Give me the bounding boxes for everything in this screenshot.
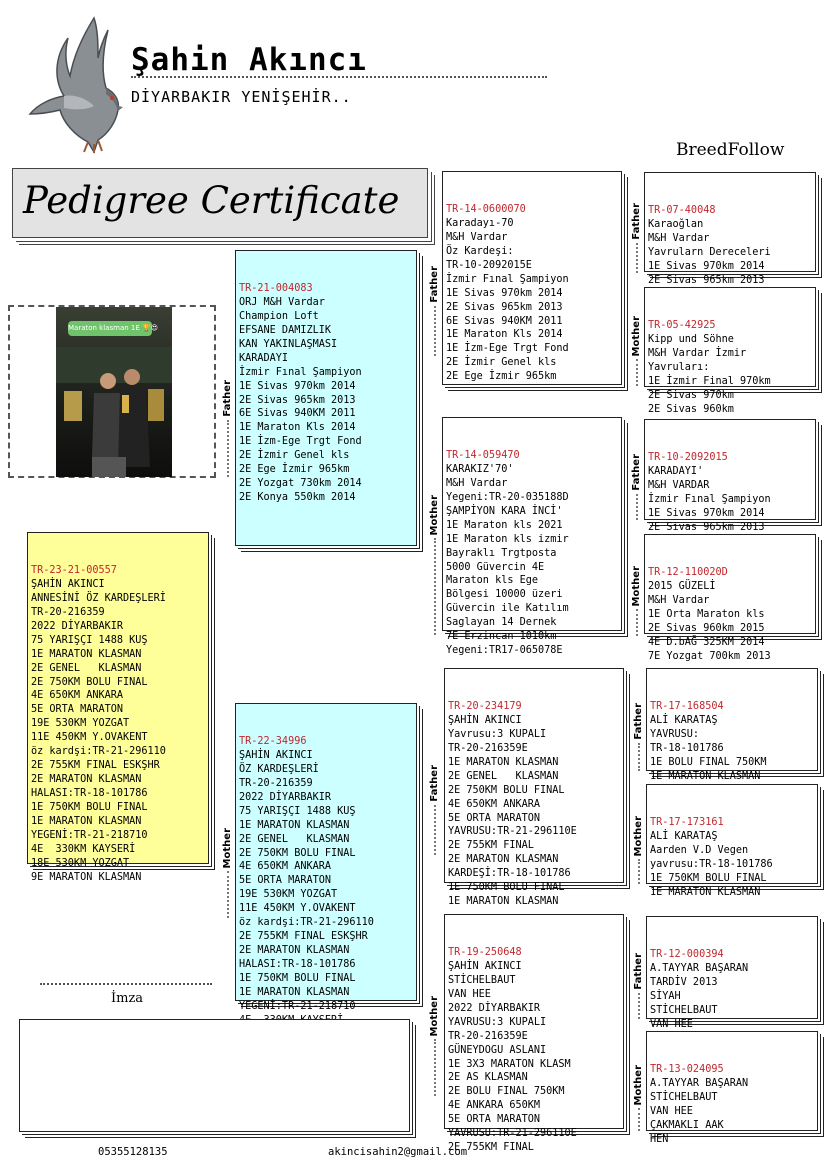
detail-line: VAN HEE (650, 1105, 693, 1117)
detail-line: ÇAKMAKLI AAK (650, 1119, 724, 1131)
detail-line: öz kardşi:TR-21-296110 (31, 746, 166, 758)
phone-number: 05355128135 (98, 1146, 168, 1158)
detail-line: 18E 530KM YOZGAT (31, 857, 130, 869)
detail-line: 2E MARATON KLASMAN (239, 945, 350, 957)
ring-number: TR-13-024095 (650, 1063, 724, 1075)
pigeon-logo-icon (24, 14, 124, 154)
detail-line: VAN HEE (448, 988, 491, 1000)
detail-line: KARDEŞİ:TR-18-101786 (448, 868, 571, 880)
detail-line: 75 YARIŞÇI 1488 KUŞ (239, 805, 356, 817)
detail-line: TR-20-216359E (448, 1030, 528, 1042)
detail-line: 19E 530KM YOZGAT (239, 889, 338, 901)
detail-line: 2E Konya 550km 2014 (239, 492, 356, 504)
email-address: akincisahin2@gmail.com (328, 1146, 468, 1158)
ring-number: TR-07-40048 (648, 204, 716, 216)
detail-line: 1E Sivas 970km 2014 (446, 287, 563, 299)
ring-number: TR-17-168504 (650, 700, 724, 712)
detail-line: 1E 750KM BOLU FINAL (31, 802, 148, 814)
detail-line: Aarden V.D Vegen (650, 844, 749, 856)
detail-line: 2E Ege İzmir 965km (239, 464, 350, 476)
detail-line: KAN YAKINLAŞMASI (239, 338, 338, 350)
detail-line: 9E MARATON KLASMAN (31, 871, 142, 883)
detail-line: SİYAH (650, 990, 681, 1002)
detail-line: ANNESİNİ ÖZ KARDEŞLERİ (31, 592, 166, 604)
detail-line: yavrusu:TR-18-101786 (650, 858, 773, 870)
signature-label: İmza (111, 991, 144, 1006)
ring-number: TR-14-059470 (446, 449, 520, 461)
detail-line: Maraton kls Ege (446, 575, 539, 587)
detail-line: HALASI:TR-18-101786 (31, 788, 148, 800)
detail-line: 1E Maraton Kls 2014 (239, 422, 356, 434)
card-details (239, 749, 416, 1028)
detail-line: Yavruları: (648, 361, 710, 373)
detail-line: 2E 755KM FINAL (448, 1142, 534, 1154)
detail-line: STİCHELBAUT (650, 1091, 718, 1103)
mother-label: Mother (630, 316, 644, 386)
card-details (448, 714, 623, 909)
sire-dam-card (442, 417, 622, 657)
detail-line: 2E Yozgat 730km 2014 (239, 478, 362, 490)
card-details (648, 333, 815, 417)
detail-line: 2022 DİYARBAKIR (31, 620, 124, 632)
ring-number: TR-19-250648 (448, 946, 522, 958)
card-details (448, 960, 623, 1155)
g3-card-7 (646, 916, 818, 1030)
card-details (31, 578, 208, 885)
detail-line: 2E AS KLASMAN (448, 1072, 528, 1084)
detail-line: KARADAYI (239, 352, 289, 364)
detail-line: Yavrularn Dereceleri (648, 246, 771, 258)
detail-line: 4E 650KM ANKARA (448, 798, 541, 810)
detail-line: YEGENİ:TR-21-218710 (31, 830, 148, 842)
g3-card-2 (644, 287, 816, 415)
detail-line: EFSANE DAMIZLIK (239, 324, 332, 336)
detail-line: 2E 755KM FINAL ESKŞHR (31, 760, 160, 772)
detail-line: HEN (650, 1133, 669, 1145)
detail-line: 1E İzm-Ege Trgt Fond (446, 343, 569, 355)
detail-line: 1E MARATON KLASMAN (239, 819, 350, 831)
detail-line: İzmir Fınal Şampiyon (446, 273, 569, 285)
detail-line: 1E BOLU FINAL 750KM (650, 756, 767, 768)
detail-line: İzmir Fınal Şampiyon (648, 493, 771, 505)
sire-sire-card (442, 171, 622, 385)
detail-line: 1E Maraton Kls 2014 (446, 329, 563, 341)
father-label: Father (632, 703, 646, 771)
detail-line: 1E Maraton kls 2021 (446, 519, 563, 531)
card-details (239, 296, 416, 505)
detail-line: 7E Yozgat 700km 2013 (648, 650, 771, 662)
detail-line: KARADAYI' (648, 465, 704, 477)
detail-line: 6E Sivas 940KM 2011 (446, 315, 563, 327)
detail-line: 2E Sivas 965km 2013 (239, 394, 356, 406)
detail-line: 5E ORTA MARATON (448, 1114, 541, 1126)
card-details (650, 1077, 817, 1147)
detail-line: 1E MARATON KLASMAN (31, 648, 142, 660)
subject-pigeon-card (27, 532, 209, 883)
detail-line: 11E 450KM Y.OVAKENT (31, 732, 148, 744)
father-label: Father (221, 380, 235, 477)
card-details (648, 580, 815, 664)
detail-line: 2E Sivas 960km (648, 403, 734, 415)
divider (131, 76, 547, 78)
photo-caption: Maraton klasman 1E 🏆😍 (68, 321, 152, 336)
detail-line: 2E İzmir Genel kls (446, 357, 557, 369)
father-label: Father (632, 953, 646, 1019)
detail-line: 2E GENEL KLASMAN (448, 770, 559, 782)
ring-number: TR-10-2092015 (648, 451, 728, 463)
detail-line: 4E 330KM KAYSERİ (31, 843, 136, 855)
detail-line: Bölgesi 10000 üzeri (446, 589, 563, 601)
ring-number: TR-05-42925 (648, 319, 716, 331)
ring-number: TR-22-34996 (239, 735, 307, 747)
detail-line: 2E MARATON KLASMAN (31, 774, 142, 786)
detail-line: 4E 650KM ANKARA (31, 690, 124, 702)
detail-line: YEGENİ:TR-21-218710 (239, 1001, 356, 1013)
detail-line: Bayraklı Trgtposta (446, 547, 557, 559)
detail-line: 2E Sivas 965km 2013 (648, 521, 765, 533)
detail-line: Öz Kardeşi: (446, 245, 514, 257)
detail-line: 2E GENEL KLASMAN (31, 662, 142, 674)
detail-line: Güvercin ile Katılım (446, 603, 569, 615)
g3-card-4 (644, 534, 816, 662)
detail-line: 1E İzmir Final 970km (648, 375, 771, 387)
detail-line: 1E Sivas 970km 2014 (648, 507, 765, 519)
g3-card-3 (644, 419, 816, 533)
detail-line: ORJ M&H Vardar (239, 296, 325, 308)
owner-city: DİYARBAKIR YENİŞEHİR.. (131, 88, 352, 106)
detail-line: TR-20-216359 (31, 606, 105, 618)
detail-line: ŞAHİN AKINCI (31, 578, 105, 590)
detail-line: 2022 DİYARBAKIR (239, 791, 332, 803)
detail-line: ŞAHİN AKINCI (448, 714, 522, 726)
detail-line: 1E Maraton kls izmir (446, 533, 569, 545)
detail-line: 2E 755KM FINAL ESKŞHR (239, 931, 368, 943)
detail-line: M&H Vardar (648, 594, 710, 606)
detail-line: ALİ KARATAŞ (650, 830, 718, 842)
detail-line: 2E Ege İzmir 965km (446, 371, 557, 383)
card-details (446, 463, 621, 658)
ring-number: TR-12-110020D (648, 566, 728, 578)
father-label: Father (428, 266, 442, 356)
detail-line: HALASI:TR-18-101786 (239, 959, 356, 971)
detail-line: M&H VARDAR (648, 479, 710, 491)
dam-card (235, 703, 417, 1013)
card-details (446, 217, 621, 384)
detail-line: 1E İzm-Ege Trgt Fond (239, 436, 362, 448)
detail-line: TR-18-101786 (650, 742, 724, 754)
mother-label: Mother (630, 566, 644, 636)
detail-line: 75 YARIŞÇI 1488 KUŞ (31, 634, 148, 646)
detail-line: 1E MARATON KLASMAN (650, 886, 761, 898)
detail-line: İzmir Fınal Şampiyon (239, 366, 362, 378)
brand-name: BreedFollow (676, 140, 785, 160)
owner-name: Şahin Akıncı (131, 42, 367, 78)
mother-label: Mother (632, 1065, 646, 1131)
ring-number: TR-21-004083 (239, 282, 313, 294)
detail-line: M&H Vardar (446, 477, 508, 489)
ring-number: TR-12-000394 (650, 948, 724, 960)
signature-divider (40, 983, 212, 985)
detail-line: M&H Vardar (648, 232, 710, 244)
detail-line: KARAKIZ'70' (446, 463, 514, 475)
detail-line: Karadayı-70 (446, 217, 514, 229)
mother-label: Mother (632, 816, 646, 884)
ring-number: TR-23-21-00557 (31, 564, 117, 576)
detail-line: TR-20-216359E (448, 742, 528, 754)
detail-line: 5E ORTA MARATON (448, 812, 541, 824)
detail-line: A.TAYYAR BAŞARAN (650, 962, 749, 974)
detail-line: 11E 450KM Y.OVAKENT (239, 903, 356, 915)
detail-line: TR-20-216359 (239, 777, 313, 789)
detail-line: M&H Vardar (446, 231, 508, 243)
detail-line: 4E 650KM ANKARA (239, 861, 332, 873)
detail-line: 4E D.bAĞ 325KM 2014 (648, 636, 765, 648)
detail-line: 1E 3X3 MARATON KLASM (448, 1058, 571, 1070)
title-banner (12, 168, 428, 238)
detail-line: Yavrusu:3 KUPALI (448, 728, 547, 740)
detail-line: STİCHELBAUT (448, 974, 516, 986)
detail-line: 2E Sivas 965km 2013 (446, 301, 563, 313)
detail-line: 1E MARATON KLASMAN (239, 987, 350, 999)
dam-sire-card (444, 668, 624, 908)
detail-line: STİCHELBAUT (650, 1004, 718, 1016)
detail-line: 2E Sivas 970km (648, 389, 734, 401)
detail-line: Karaoğlan (648, 218, 704, 230)
detail-line: 2E Sivas 960km 2015 (648, 622, 765, 634)
detail-line: 1E MARATON KLASMAN (448, 756, 559, 768)
detail-line: 7E Erzincan 1010km (446, 631, 557, 643)
detail-line: 19E 530KM YOZGAT (31, 718, 130, 730)
detail-line: 5000 Güvercin 4E (446, 561, 545, 573)
detail-line: 2015 GÜZELİ (648, 580, 716, 592)
detail-line: ÖZ KARDEŞLERİ (239, 763, 319, 775)
mother-label: Mother (428, 996, 442, 1096)
detail-line: 2E Sivas 965km 2013 (648, 274, 765, 286)
sire-card (235, 250, 417, 546)
detail-line: 2E 755KM FINAL (448, 840, 534, 852)
detail-line: TR-10-2092015E (446, 259, 532, 271)
detail-line: 2E İzmir Genel kls (239, 450, 350, 462)
detail-line: GÜNEYDOGU ASLANI (448, 1044, 547, 1056)
detail-line: 1E Sivas 970km 2014 (648, 260, 765, 272)
dam-dam-card (444, 914, 624, 1154)
father-label: Father (630, 454, 644, 520)
detail-line: 2E BOLU FINAL 750KM (448, 1086, 565, 1098)
detail-line: Saglayan 14 Dernek (446, 617, 557, 629)
detail-line: 1E 750KM BOLU FINAL (239, 973, 356, 985)
detail-line: 1E MARATON KLASMAN (650, 770, 761, 782)
g3-card-1 (644, 172, 816, 286)
ring-number: TR-14-0600070 (446, 203, 526, 215)
g3-card-8 (646, 1031, 818, 1145)
detail-line: 1E Sivas 970km 2014 (239, 380, 356, 392)
card-details (650, 714, 817, 784)
detail-line: Yegeni:TR17-065078E (446, 645, 563, 657)
g3-card-5 (646, 668, 818, 782)
ring-number: TR-20-234179 (448, 700, 522, 712)
detail-line: 5E ORTA MARATON (239, 875, 332, 887)
detail-line: A.TAYYAR BAŞARAN (650, 1077, 749, 1089)
signature-box (19, 1019, 410, 1132)
detail-line: YAVRUSU:TR-21-296110E (448, 1128, 577, 1140)
photo-frame (8, 305, 216, 478)
detail-line: Kipp und Söhne (648, 333, 734, 345)
detail-line: 6E Sivas 940KM 2011 (239, 408, 356, 420)
detail-line: 1E 750KM BOLU FINAL (448, 882, 565, 894)
detail-line: 2022 DİYARBAKIR (448, 1002, 541, 1014)
ring-number: TR-17-173161 (650, 816, 724, 828)
father-label: Father (428, 765, 442, 855)
detail-line: 2E 750KM BOLU FINAL (448, 784, 565, 796)
card-details (650, 830, 817, 900)
detail-line: 5E ORTA MARATON (31, 704, 124, 716)
detail-line: YAVRUSU: (650, 728, 700, 740)
detail-line: ŞAMPİYON KARA İNCİ' (446, 505, 563, 517)
detail-line: 2E GENEL KLASMAN (239, 833, 350, 845)
detail-line: YAVRUSU:TR-21-296110E (448, 826, 577, 838)
page-title: Pedigree Certificate (23, 179, 400, 222)
mother-label: Mother (221, 828, 235, 918)
detail-line: ALİ KARATAŞ (650, 714, 718, 726)
detail-line: 1E Orta Maraton kls (648, 608, 765, 620)
detail-line: YAVRUSU:3 KUPALI (448, 1016, 547, 1028)
detail-line: 1E MARATON KLASMAN (31, 816, 142, 828)
detail-line: 2E 750KM BOLU FINAL (239, 847, 356, 859)
detail-line: ŞAHİN AKINCI (448, 960, 522, 972)
mother-label: Mother (428, 495, 442, 635)
photo-scene-icon (56, 307, 172, 477)
detail-line: TARDİV 2013 (650, 976, 718, 988)
detail-line: 2E 750KM BOLU FINAL (31, 676, 148, 688)
owner-photo (56, 307, 172, 477)
g3-card-6 (646, 784, 818, 898)
father-label: Father (630, 203, 644, 273)
detail-line: Champion Loft (239, 310, 319, 322)
detail-line: 2E MARATON KLASMAN (448, 854, 559, 866)
detail-line: Yegeni:TR-20-035188D (446, 491, 569, 503)
detail-line: M&H Vardar İzmir (648, 347, 747, 359)
detail-line: 1E MARATON KLASMAN (448, 896, 559, 908)
detail-line: 4E ANKARA 650KM (448, 1100, 541, 1112)
detail-line: ŞAHİN AKINCI (239, 749, 313, 761)
detail-line: VAN HEE (650, 1018, 693, 1030)
detail-line: öz kardşi:TR-21-296110 (239, 917, 374, 929)
detail-line: 1E 750KM BOLU FINAL (650, 872, 767, 884)
